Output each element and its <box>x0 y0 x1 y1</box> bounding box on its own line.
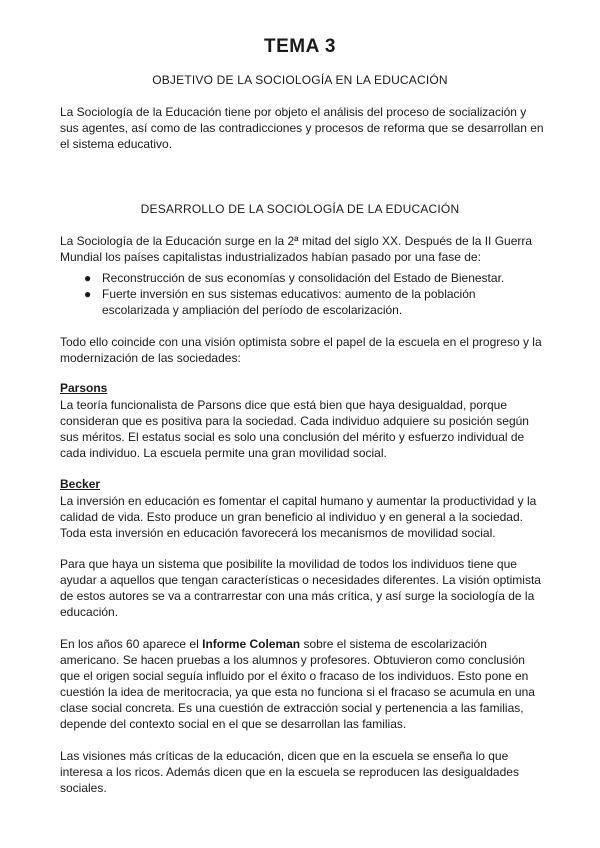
coleman-text-before: En los años 60 aparece el <box>60 637 203 651</box>
subheading-parsons: Parsons <box>60 381 108 395</box>
paragraph-critical: Las visiones más críticas de la educación, dicen que en la escuela se enseña lo que interesa a los ricos. Además dicen que en la escuela se reproducen las desigualdades sociales. <box>60 749 519 795</box>
subheading-becker: Becker <box>60 477 101 491</box>
paragraph-intro: La Sociología de la Educación surge en la 2ª mitad del siglo XX. Después de la II Guerra Mundial los países capitalistas industrializados habían pasado por una fase de: <box>60 234 533 264</box>
paragraph-optimism: Todo ello coincide con una visión optimista sobre el papel de la escuela en el progreso y la modernización de las sociedades: <box>60 335 542 365</box>
bullet-icon: ● <box>84 271 92 285</box>
paragraph-parsons: La teoría funcionalista de Parsons dice que está bien que haya desigualdad, porque consideran que es positiva para la sociedad. Cada individuo adquiere su posición según sus méritos. El estatus social es solo una conclusión del mérito y esfuerzo individual de cada individuo. La escuela permite una gran movilidad social. <box>60 398 529 460</box>
bullet-list <box>60 270 546 318</box>
paragraph-objetivo: La Sociología de la Educación tiene por objeto el análisis del proceso de socialización y sus agentes, así como de las contradicciones y procesos de reforma que se desarrollan en el sistema educativo. <box>60 105 544 151</box>
section-heading-objetivo: OBJETIVO DE LA SOCIOLOGÍA EN LA EDUCACIÓN <box>152 73 448 87</box>
paragraph-becker: La inversión en educación es fomentar el capital humano y aumentar la productividad y la calidad de vida. Esto produce un gran beneficio al individuo y en general a la sociedad. Toda esta inversión en educación favorecerá los mecanismos de movilidad social. <box>60 494 537 540</box>
list-item <box>60 270 546 286</box>
bullet-icon: ● <box>84 287 92 301</box>
coleman-text-after: sobre el sistema de escolarización americano. Se hacen pruebas a los alumnos y profesores. Obtuvieron como conclusión que el origen social seguía influido por el éxito o fracaso de los individuos. Esto pone en cuestión la idea de meritocracia, ya que esta no funciona si el fracaso se acumula en una clase social concreta. Es una cuestión de extracción social y pertenencia a las familias, depende del contexto social en el que se desarrollan las familias. <box>60 637 535 731</box>
page-title: TEMA 3 <box>264 36 336 57</box>
list-item <box>60 286 546 318</box>
paragraph-coleman <box>60 636 546 732</box>
list-item-text: Fuerte inversión en sus sistemas educativos: aumento de la población escolarizada y ampliación del período de escolarización. <box>102 287 476 317</box>
coleman-report-name: Informe Coleman <box>202 637 301 651</box>
list-item-text: Reconstrucción de sus economías y consolidación del Estado de Bienestar. <box>102 271 505 285</box>
paragraph-mobility: Para que haya un sistema que posibilite la movilidad de todos los individuos tiene que ayudar a aquellos que tengan características o necesidades diferentes. La visión optimista de estos autores se va a contrarrestar con una más crítica, y así surge la sociología de la educación. <box>60 557 541 619</box>
section-heading-desarrollo: DESARROLLO DE LA SOCIOLOGÍA DE LA EDUCACIÓN <box>140 202 460 216</box>
